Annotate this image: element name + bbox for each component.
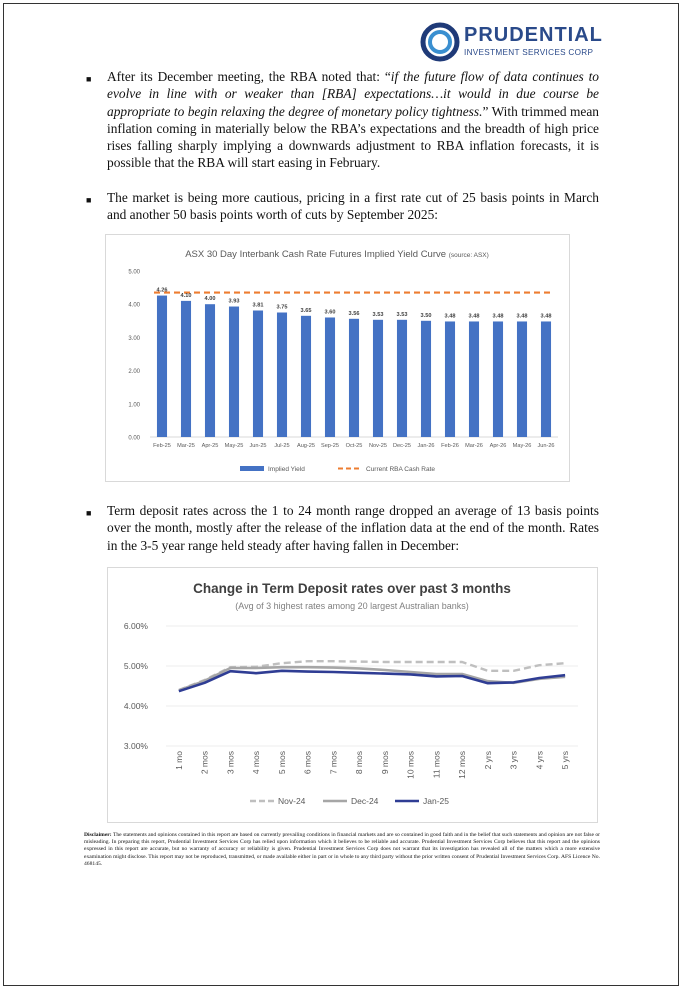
- x-tick-label: 7 mos: [328, 751, 339, 775]
- x-tick-label: Feb-26: [441, 443, 459, 449]
- bar-data-label: 3.65: [300, 307, 312, 314]
- bar-data-label: 3.48: [468, 313, 480, 320]
- x-tick-label: Jun-25: [249, 443, 267, 449]
- paragraph-market-pricing: The market is being more cautious, pricing in a first rate cut of 25 basis points in March and another 50 basis points worth of cuts by September 2025:: [107, 190, 599, 223]
- y-tick-label: 4.00%: [123, 701, 148, 711]
- paragraph-tail: ” With trimmed mean inflation coming in materially below the RBA’s expectations and the breadth of high price rises falling sharply implying a downwards adjustment to RBA inflation forecasts, it is possible that the RBA will start easing in February.: [107, 103, 599, 171]
- bar-implied-yield: [445, 321, 455, 437]
- x-tick-label: 11 mos: [431, 751, 442, 779]
- x-tick-label: Nov-25: [368, 443, 388, 449]
- bar-implied-yield: [181, 301, 191, 437]
- x-tick-label: Dec-25: [392, 443, 412, 449]
- series-line-nov-24: [179, 661, 565, 690]
- x-tick-label: Sep-25: [320, 443, 340, 449]
- x-tick-label: Apr-26: [489, 443, 507, 449]
- bar-implied-yield: [229, 307, 239, 437]
- y-tick-label: 6.00%: [123, 621, 148, 631]
- asx-yield-curve-chart: [105, 234, 570, 482]
- bullet-marker: ■: [86, 74, 92, 84]
- bar-implied-yield: [205, 304, 215, 437]
- legend-label: Jan-25: [423, 796, 449, 806]
- term-deposit-svg: [108, 568, 597, 822]
- bar-implied-yield: [397, 320, 407, 437]
- bar-data-label: 4.10: [180, 292, 192, 299]
- x-tick-label: Mar-26: [465, 443, 483, 449]
- x-tick-label: Mar-25: [177, 443, 195, 449]
- bar-implied-yield: [421, 321, 431, 437]
- x-tick-label: May-26: [512, 443, 532, 449]
- bar-implied-yield: [541, 321, 551, 437]
- bar-data-label: 3.93: [228, 298, 240, 305]
- disclaimer-text: The statements and opinions contained in this report are based on currently prevailing conditions in financial markets and are so contained in good faith and in the belief that such statements and opinion are not false or misleading. In preparing this report, Prudential Investment Services Corp has relied upon information which it believes to be reliable and accurate. Prudential Investment Services Corp believes that this report and the opinions expressed in this report are accurate, but no warranty of accuracy or reliability is given. Prudential Investment Services Corp does not warrant that its investigation has revealed all of the matters which a more extensive examination might disclose. This report may not be reproduced, transmitted, or made available either in part or in whole to any third party without the prior written consent of Prudential Investment Services Corp. AFS Licence No. 468145.: [84, 832, 600, 867]
- y-tick-label: 3.00: [128, 335, 140, 342]
- company-logo: [420, 22, 603, 66]
- bar-implied-yield: [253, 311, 263, 437]
- legend-label: Current RBA Cash Rate: [366, 466, 436, 473]
- asx-yield-curve-svg: [106, 235, 569, 481]
- logo-subtitle: INVESTMENT SERVICES CORP: [464, 48, 594, 57]
- x-tick-label: 1 mo: [173, 751, 184, 770]
- chart-subtitle: (Avg of 3 highest rates among 20 largest Australian banks): [235, 601, 469, 611]
- bar-implied-yield: [349, 319, 359, 437]
- x-tick-label: 9 mos: [379, 751, 390, 775]
- bar-data-label: 4.26: [156, 287, 168, 294]
- x-tick-label: Oct-25: [345, 443, 363, 449]
- bar-implied-yield: [157, 296, 167, 437]
- paragraph-lead: After its December meeting, the RBA noted that: “: [107, 69, 391, 84]
- series-line-jan-25: [179, 671, 565, 691]
- disclaimer-label: Disclaimer:: [84, 832, 112, 838]
- y-tick-label: 0.00: [128, 435, 140, 442]
- bar-data-label: 3.81: [252, 302, 264, 309]
- x-tick-label: Feb-25: [153, 443, 171, 449]
- chart-title: [185, 249, 489, 260]
- x-tick-label: 3 yrs: [508, 751, 519, 770]
- bar-implied-yield: [325, 317, 335, 437]
- bar-data-label: 3.48: [492, 313, 504, 320]
- legend-label: Implied Yield: [268, 466, 305, 473]
- y-tick-label: 4.00: [128, 302, 140, 309]
- x-tick-label: Apr-25: [201, 443, 219, 449]
- y-tick-label: 5.00: [128, 269, 140, 276]
- legend-label: Nov-24: [278, 796, 306, 806]
- bar-data-label: 4.00: [204, 296, 216, 303]
- bar-implied-yield: [301, 316, 311, 437]
- legend-swatch-implied-yield: [240, 466, 264, 471]
- bar-implied-yield: [469, 321, 479, 437]
- chart-title-text: ASX 30 Day Interbank Cash Rate Futures Implied Yield Curve: [185, 249, 447, 260]
- chart-title: Change in Term Deposit rates over past 3 months: [193, 581, 511, 596]
- bar-data-label: 3.48: [516, 313, 528, 320]
- x-tick-label: 5 yrs: [560, 751, 571, 770]
- y-tick-label: 3.00%: [123, 741, 148, 751]
- bullet-marker: ■: [86, 195, 92, 205]
- x-tick-label: 6 mos: [302, 751, 313, 775]
- x-tick-label: Aug-25: [296, 443, 316, 449]
- y-tick-label: 1.00: [128, 402, 140, 409]
- x-tick-label: 3 mos: [225, 751, 236, 775]
- logo-name: PRUDENTIAL: [464, 24, 603, 46]
- x-tick-label: Jun-26: [537, 443, 555, 449]
- paragraph-rba-meeting: [107, 68, 599, 172]
- x-tick-label: 10 mos: [405, 751, 416, 779]
- term-deposit-chart: [107, 567, 598, 823]
- x-tick-label: Jan-26: [417, 443, 435, 449]
- bar-implied-yield: [277, 313, 287, 438]
- x-tick-label: 4 yrs: [534, 751, 545, 770]
- x-tick-label: 4 mos: [251, 751, 262, 775]
- x-tick-label: May-25: [224, 443, 244, 449]
- x-tick-label: 8 mos: [354, 751, 365, 775]
- x-tick-label: 12 mos: [457, 751, 468, 779]
- disclaimer: [84, 832, 600, 868]
- x-tick-label: Jul-25: [274, 443, 290, 449]
- y-tick-label: 5.00%: [123, 661, 148, 671]
- x-tick-label: 2 yrs: [482, 751, 493, 770]
- bar-implied-yield: [373, 320, 383, 437]
- rba-quote: if the future flow of data continues to evolve in line with or weaker than [RBA] expectations…it would in due course be appropriate to begin relaxing the degree of monetary policy tightness.: [107, 69, 600, 119]
- x-tick-label: 2 mos: [199, 751, 210, 775]
- y-tick-label: 2.00: [128, 369, 140, 376]
- logo-mark-icon: [420, 22, 460, 62]
- legend-label: Dec-24: [351, 796, 379, 806]
- bar-implied-yield: [493, 321, 503, 437]
- bar-data-label: 3.50: [420, 312, 432, 319]
- x-tick-label: 5 mos: [276, 751, 287, 775]
- bar-data-label: 3.75: [276, 304, 288, 311]
- chart-source-note: (source: ASX): [448, 252, 489, 259]
- bar-data-label: 3.60: [324, 309, 336, 316]
- bar-data-label: 3.53: [396, 311, 408, 318]
- bar-data-label: 3.53: [372, 311, 384, 318]
- bullet-marker: ■: [86, 508, 92, 518]
- bar-data-label: 3.48: [540, 313, 552, 320]
- bar-implied-yield: [517, 321, 527, 437]
- paragraph-term-deposits: Term deposit rates across the 1 to 24 month range dropped an average of 13 basis points over the month, mostly after the release of the inflation data at the end of the month. Rates in the 3-5 year range held steady after having fallen in December:: [107, 503, 599, 553]
- bar-data-label: 3.48: [444, 313, 456, 320]
- bar-data-label: 3.56: [348, 310, 360, 317]
